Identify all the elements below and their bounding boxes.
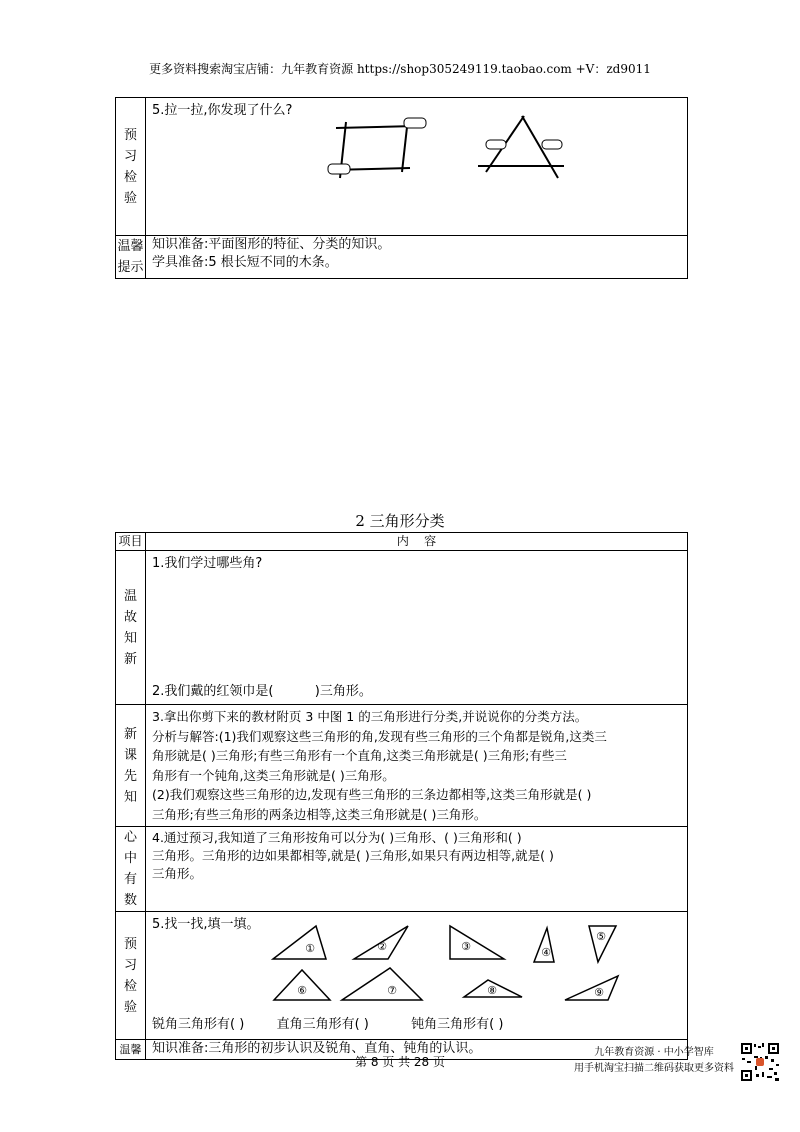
question-4: 4.通过预习,我知道了三角形按角可以分为( )三角形、( )三角形和( ): [152, 830, 522, 845]
triangle-label: ⑤: [596, 930, 606, 943]
side-label-yuxi-2: 预习检验: [116, 912, 146, 1040]
content-cell: [146, 236, 688, 279]
analysis-line: 分析与解答:(1)我们观察这些三角形的角,发现有些三角形的三个角都是锐角,这类三: [152, 728, 607, 744]
triangle-9-icon: [565, 976, 618, 1000]
tools-prep: 学具准备:5 根长短不同的木条。: [152, 255, 338, 270]
triangle-label: ⑥: [297, 984, 307, 997]
table-row: [116, 551, 688, 705]
triangle-label: ⑨: [594, 986, 604, 999]
triangle-1-icon: [273, 926, 326, 959]
triangle-label: ①: [305, 942, 315, 955]
obtuse-answer: 钝角三角形有( ): [411, 1017, 504, 1032]
triangle-7-icon: [342, 968, 422, 1000]
brand-line-2: 用手机淘宝扫描二维码获取更多资料: [574, 1063, 734, 1074]
knowledge-prep: 知识准备:平面图形的特征、分类的知识。: [152, 237, 391, 252]
knowledge-prep-2: 知识准备:三角形的初步认识及锐角、直角、钝角的认识。: [152, 1041, 482, 1056]
content-cell: [146, 912, 688, 1040]
side-label-xinzhong: 心中有数: [116, 827, 146, 912]
side-label-wenxin: 温馨提示: [116, 236, 146, 279]
question-4-line: 三角形。三角形的边如果都相等,就是( )三角形,如果只有两边相等,就是( ): [152, 848, 554, 863]
table-preview-1: [115, 97, 688, 279]
side-label-wenxin-2: 温馨: [116, 1040, 146, 1060]
qr-code-icon: [740, 1042, 780, 1082]
question-1: 1.我们学过哪些角?: [152, 556, 263, 571]
table-row: [116, 705, 688, 827]
acute-answer: 锐角三角形有( ): [152, 1017, 245, 1032]
answer-line: [152, 1014, 682, 1035]
header-project: 项目: [116, 533, 146, 551]
footer-brand: [574, 1045, 734, 1077]
content-cell: [146, 98, 688, 236]
triangle-label: ⑧: [487, 984, 497, 997]
table-header-row: [116, 533, 688, 551]
triangle-label: ④: [541, 946, 551, 959]
section-title: 2 三角形分类: [355, 512, 445, 530]
table-preview-2: [115, 532, 688, 1060]
content-cell: [146, 705, 688, 827]
question-2: 2.我们戴的红领巾是( )三角形。: [152, 684, 372, 699]
content-cell: [146, 551, 688, 705]
table-row: [116, 236, 688, 279]
right-answer: 直角三角形有( ): [276, 1017, 369, 1032]
question-5-find: 5.找一找,填一填。: [152, 917, 260, 932]
brand-line-1: 九年教育资源 · 中小学智库: [594, 1047, 714, 1058]
question-5: 5.拉一拉,你发现了什么?: [152, 103, 293, 118]
table-row: [116, 912, 688, 1040]
triangle-3-icon: [450, 926, 504, 959]
analysis-line: (2)我们观察这些三角形的边,发现有些三角形的三条边都相等,这类三角形就是( ): [152, 787, 592, 802]
question-3: 3.拿出你剪下来的教材附页 3 中图 1 的三角形进行分类,并说说你的分类方法。: [152, 709, 588, 724]
analysis-line: 角形就是( )三角形;有些三角形有一个直角,这类三角形就是( )三角形;有些三: [152, 748, 567, 763]
hand-icon: [486, 140, 562, 149]
analysis-line: 三角形;有些三角形的两条边相等,这类三角形就是( )三角形。: [152, 806, 487, 822]
page-header: 更多资料搜索淘宝店铺：九年教育资源 https://shop305249119.taobao.com +V：zd9011: [149, 62, 651, 76]
header-content: 内 容: [146, 533, 688, 551]
question-4-line: 三角形。: [152, 866, 203, 881]
content-cell: [146, 827, 688, 912]
page-number: 第 8 页 共 28 页: [355, 1055, 445, 1069]
side-label-wengu: 温故知新: [116, 551, 146, 705]
triangle-label: ③: [461, 940, 471, 953]
table-row: [116, 98, 688, 236]
stick-figures: [296, 112, 696, 182]
triangle-label: ⑦: [387, 984, 397, 997]
side-label-xinke: 新课先知: [116, 705, 146, 827]
table-row: [116, 827, 688, 912]
triangle-label: ②: [377, 940, 387, 953]
side-label-yuxi: 预习检验: [116, 98, 146, 236]
analysis-line: 角形有一个钝角,这类三角形就是( )三角形。: [152, 767, 395, 783]
